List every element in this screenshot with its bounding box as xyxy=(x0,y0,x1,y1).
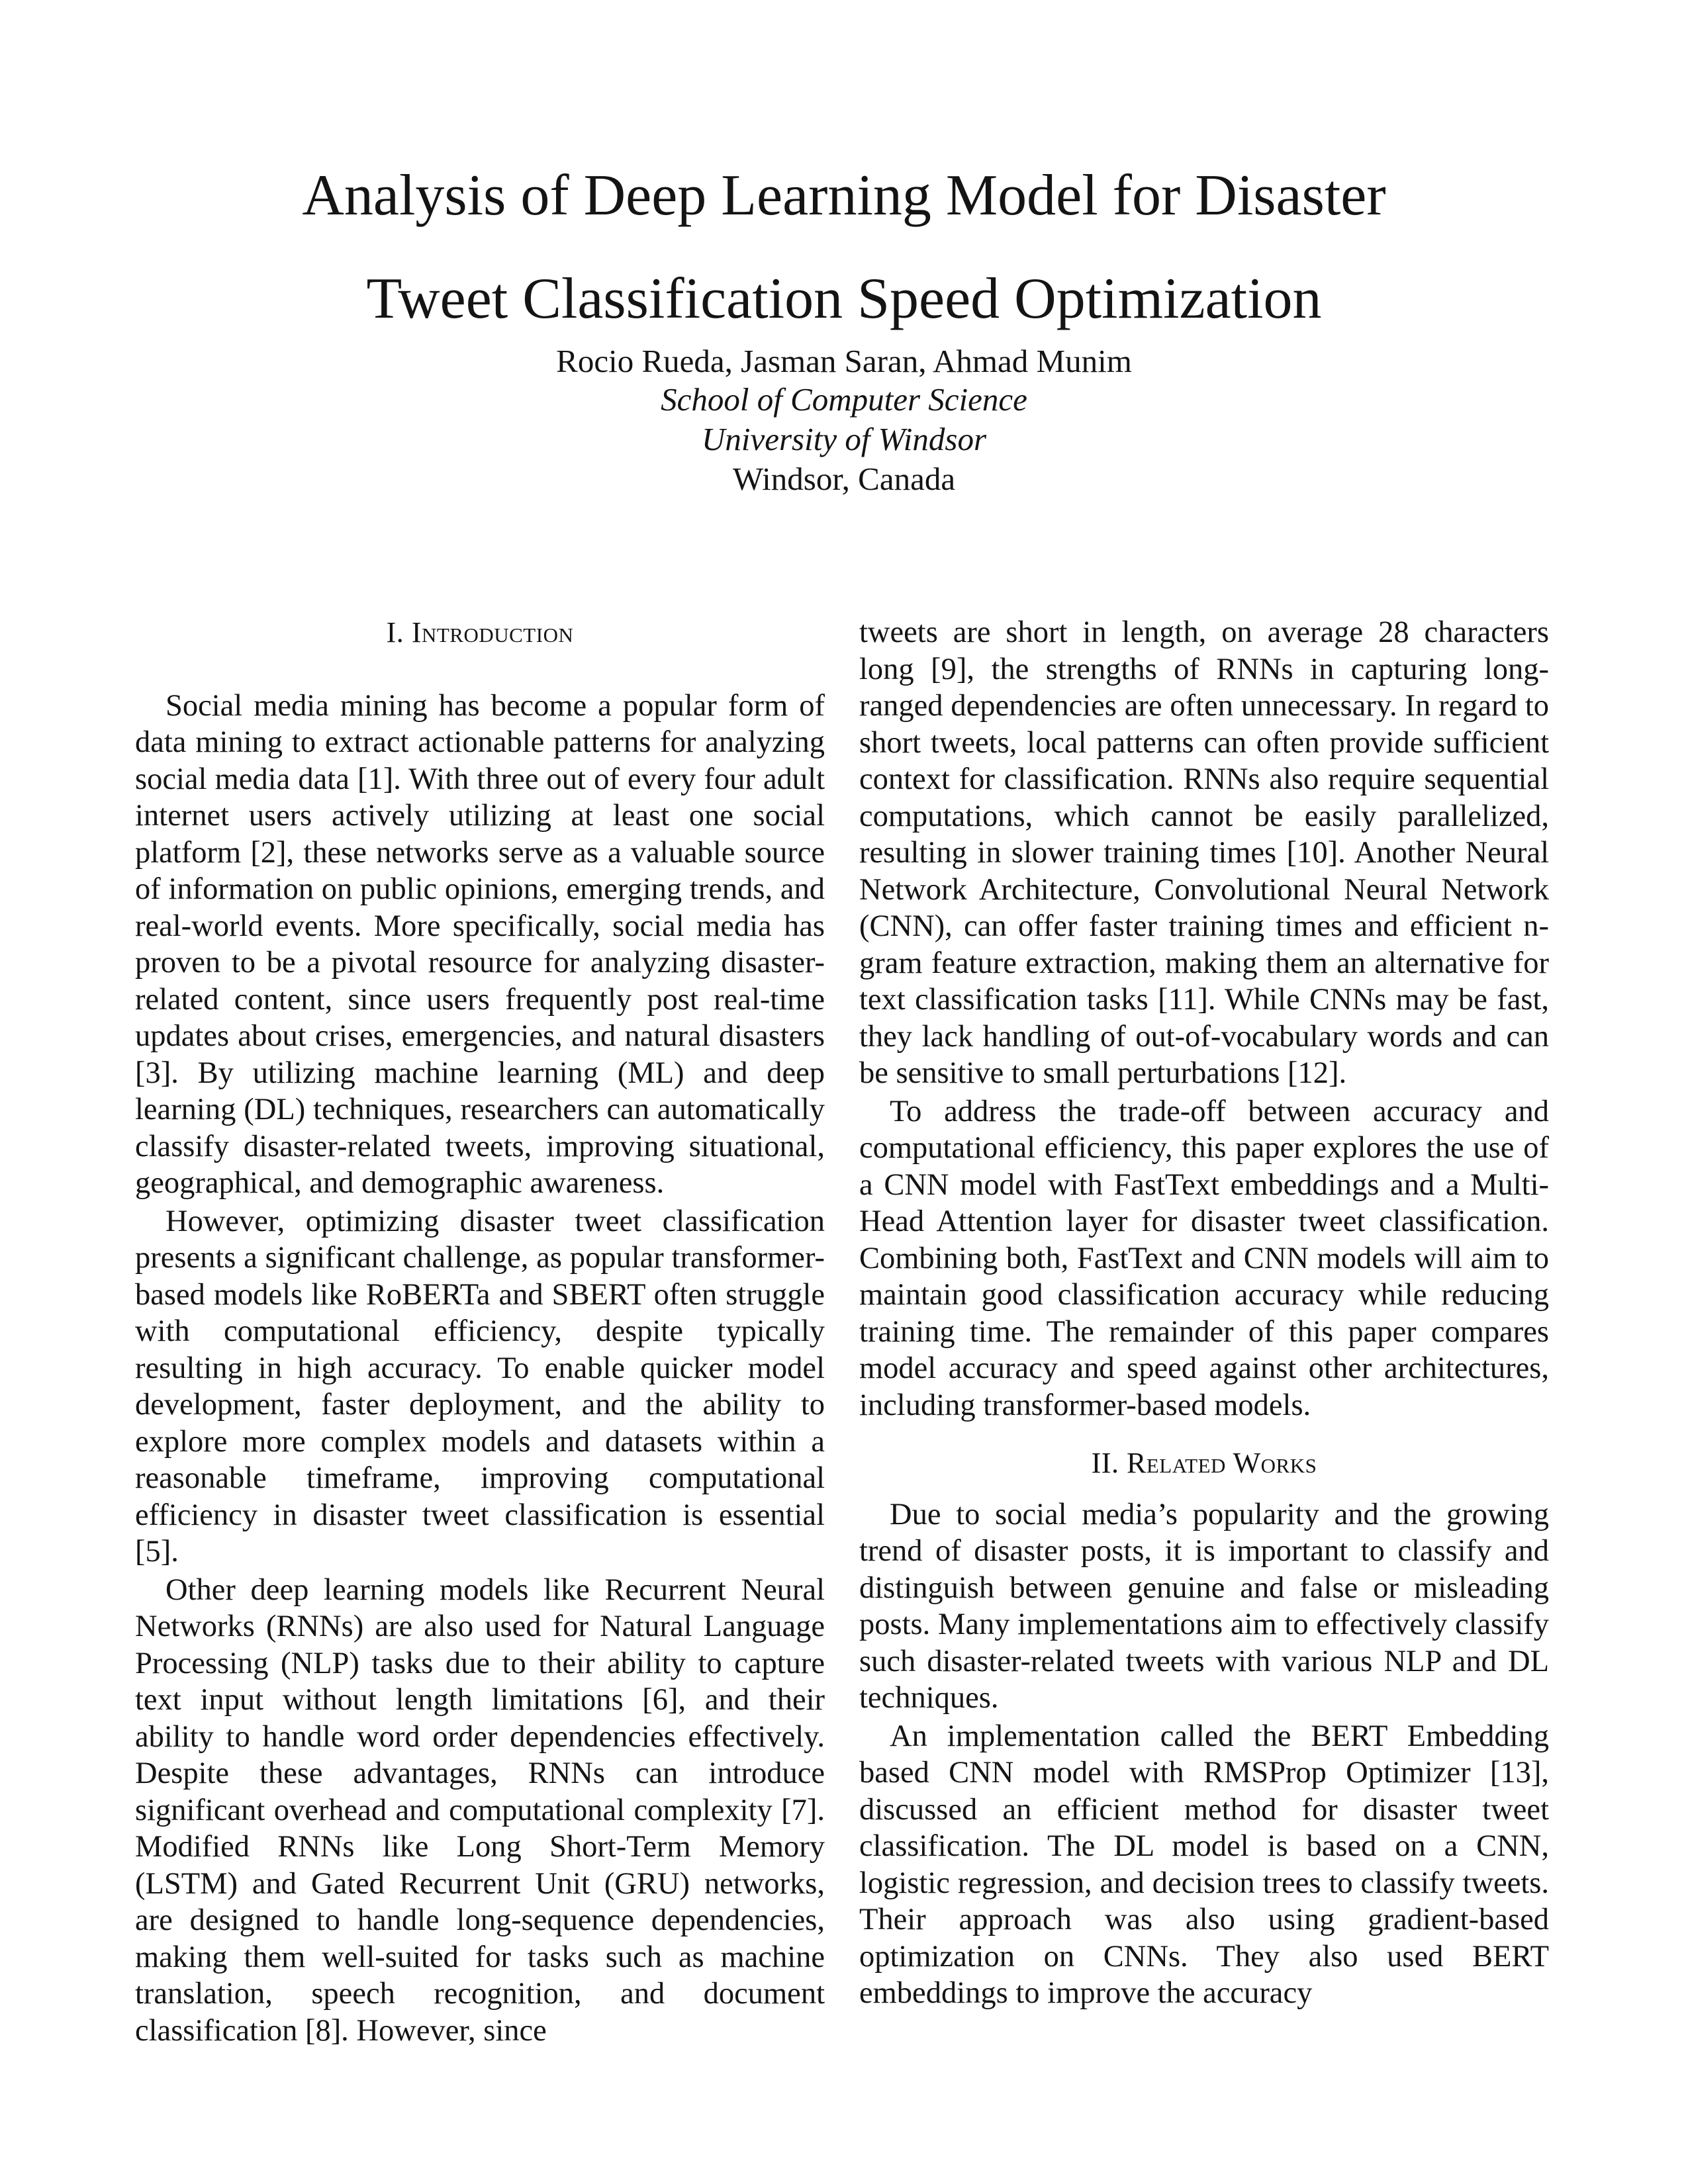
right-column xyxy=(859,614,1549,2013)
left-column xyxy=(135,614,825,2050)
paragraph: Social media mining has become a popular form of data mining to extract actionable patterns for analyzing social media data [1]. With three out of every four adult internet users actively utilizing at least one social platform [2], these networks serve as a valuable source of information on public opinions, emerging trends, and real-world events. More specifically, social media has proven to be a pivotal resource for analyzing disaster-related content, since users frequently post real-time updates about crises, emergencies, and natural disasters [3]. By utilizing machine learning (ML) and deep learning (DL) techniques, researchers can automatically classify disaster-related tweets, improving situational, geographical, and demographic awareness. xyxy=(135,688,825,1200)
paragraph: Due to social media’s popularity and the growing trend of disaster posts, it is important to classify and distinguish between genuine and false or misleading posts. Many implementations aim to effectively classify such disaster-related tweets with various NLP and DL techniques. xyxy=(859,1497,1549,1715)
paragraph: However, optimizing disaster tweet classification presents a significant challenge, as popular transformer-based models like RoBERTa and SBERT often struggle with computational efficiency, despite typically resulting in high accuracy. To enable quicker model development, faster deployment, and the ability to explore more complex models and datasets within a reasonable timeframe, improving computational efficiency in disaster tweet classification is essential [5]. xyxy=(135,1204,825,1569)
section-heading-related-works xyxy=(859,1445,1549,1482)
paper-title-line-2: Tweet Classification Speed Optimization xyxy=(366,267,1322,331)
section-title: Related Works xyxy=(1126,1447,1317,1479)
paper-title-line-1: Analysis of Deep Learning Model for Disaster xyxy=(302,163,1386,228)
author-block xyxy=(132,341,1556,499)
author-names: Rocio Rueda, Jasman Saran, Ahmad Munim xyxy=(556,343,1132,379)
affiliation-department: School of Computer Science xyxy=(661,381,1027,418)
section-number: II. xyxy=(1091,1447,1119,1479)
paragraph-continuation: tweets are short in length, on average 28 characters long [9], the strengths of RNNs in capturing long-ranged dependencies are often unnecessary. In regard to short tweets, local patterns can often provide sufficient context for classification. RNNs also require sequential computations, which cannot be easily parallelized, resulting in slower training times [10]. Another Neural Network Architecture, Convolutional Neural Network (CNN), can offer faster training times and efficient n-gram feature extraction, making them an alternative for text classification tasks [11]. While CNNs may be fast, they lack handling of out-of-vocabulary words and can be sensitive to small perturbations [12]. xyxy=(859,615,1549,1090)
section-title: Introduction xyxy=(411,616,574,649)
section-heading-introduction xyxy=(135,614,825,651)
affiliation-university: University of Windsor xyxy=(701,421,987,457)
paragraph: An implementation called the BERT Embedding based CNN model with RMSProp Optimizer [13], discussed an efficient method for disaster tweet classification. The DL model is based on a CNN, logistic regression, and decision trees to classify tweets. Their approach was also using gradient-based optimization on CNNs. They also used BERT embeddings to improve the accuracy xyxy=(859,1719,1549,2010)
paper-title xyxy=(132,144,1556,351)
section-number: I. xyxy=(386,616,404,649)
paragraph: To address the trade-off between accuracy and computational efficiency, this paper explores the use of a CNN model with FastText embeddings and a Multi-Head Attention layer for disaster tweet classification. Combining both, FastText and CNN models will aim to maintain good classification accuracy while reducing training time. The remainder of this paper compares model accuracy and speed against other architectures, including transformer-based models. xyxy=(859,1094,1549,1422)
affiliation-location: Windsor, Canada xyxy=(732,461,956,497)
paragraph: Other deep learning models like Recurrent Neural Networks (RNNs) are also used for Natural Language Processing (NLP) tasks due to their ability to capture text input without length limitations [6], and their ability to handle word order dependencies effectively. Despite these advantages, RNNs can introduce significant overhead and computational complexity [7]. Modified RNNs like Long Short-Term Memory (LSTM) and Gated Recurrent Unit (GRU) networks, are designed to handle long-sequence dependencies, making them well-suited for tasks such as machine translation, speech recognition, and document classification [8]. However, since xyxy=(135,1572,825,2048)
